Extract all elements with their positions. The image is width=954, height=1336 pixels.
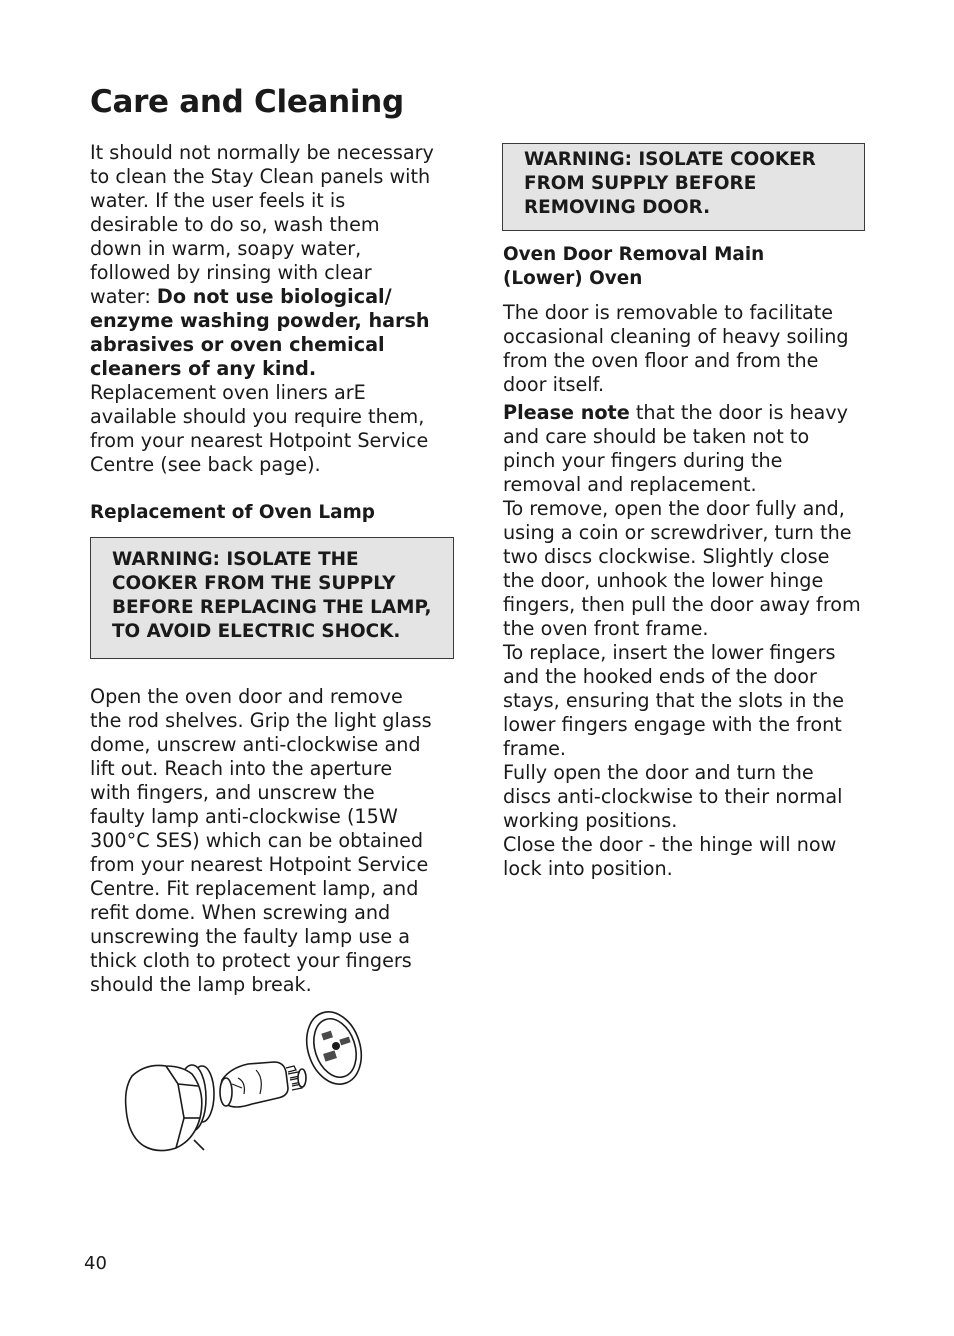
door-note-label: Please note xyxy=(503,401,630,424)
lamp-bulb-icon xyxy=(220,1062,306,1107)
door-warning-box xyxy=(502,143,865,231)
door-intro: The door is removable to facilitate occasional cleaning of heavy soiling from the oven floor and from the door itself. xyxy=(503,301,849,396)
door-replace-steps: To replace, insert the lower fingers and the hooked ends of the door stays, ensuring that the slots in the lower fingers engage with the front frame. xyxy=(503,641,845,760)
door-warning-text: WARNING: ISOLATE COOKER FROM SUPPLY BEFORE REMOVING DOOR. xyxy=(524,149,816,218)
lamp-instructions: Open the oven door and remove the rod shelves. Grip the light glass dome, unscrew anti-clockwise and lift out. Reach into the aperture with fingers, and unscrew the faulty lamp anti-clockwise (15W 300°C SES) which can be obtained from your nearest Hotpoint Service Centre. Fit replacement lamp, and refit dome. When screwing and unscrewing the faulty lamp use a thick cloth to protect your fingers should the lamp break. xyxy=(90,685,432,996)
lamp-warning-box xyxy=(90,537,454,659)
page-title: Care and Cleaning xyxy=(90,84,404,120)
door-note-text: that the door is heavy and care should be taken not to pinch your fingers during the removal and replacement. xyxy=(503,401,849,496)
door-note xyxy=(503,401,865,497)
left-column xyxy=(90,141,435,997)
lamp-holder-icon xyxy=(298,1008,370,1091)
lamp-warning-text: WARNING: ISOLATE THE COOKER FROM THE SUPPLY BEFORE REPLACING THE LAMP, TO AVOID ELECTRIC SHOCK. xyxy=(112,549,432,642)
right-column xyxy=(503,143,865,881)
lamp-heading: Replacement of Oven Lamp xyxy=(90,502,375,523)
glass-dome-icon xyxy=(126,1065,214,1151)
cleaning-caution: Do not use biological/ enzyme washing powder, harsh abrasives or oven chemical cleaners of any kind. xyxy=(90,285,430,380)
page-number: 40 xyxy=(84,1253,107,1274)
liner-text: Replacement oven liners arE available should you require them, from your nearest Hotpoint Service Centre (see back page). xyxy=(90,381,429,476)
door-remove-steps: To remove, open the door fully and, using a coin or screwdriver, turn the two discs clockwise. Slightly close the door, unhook the lower hinge fingers, then pull the door away from the oven front frame. xyxy=(503,497,861,640)
door-removal-heading: Oven Door Removal Main (Lower) Oven xyxy=(503,244,765,289)
cleaning-text: It should not normally be necessary to clean the Stay Clean panels with water. If the user feels it is desirable to do so, wash them down in warm, soapy water, followed by rinsing with clear water: xyxy=(90,141,434,308)
lamp-illustration xyxy=(118,1008,408,1158)
cleaning-paragraph xyxy=(90,141,435,477)
door-close-steps: Close the door - the hinge will now lock into position. xyxy=(503,833,837,880)
door-open-steps: Fully open the door and turn the discs anti-clockwise to their normal working positions. xyxy=(503,761,843,832)
